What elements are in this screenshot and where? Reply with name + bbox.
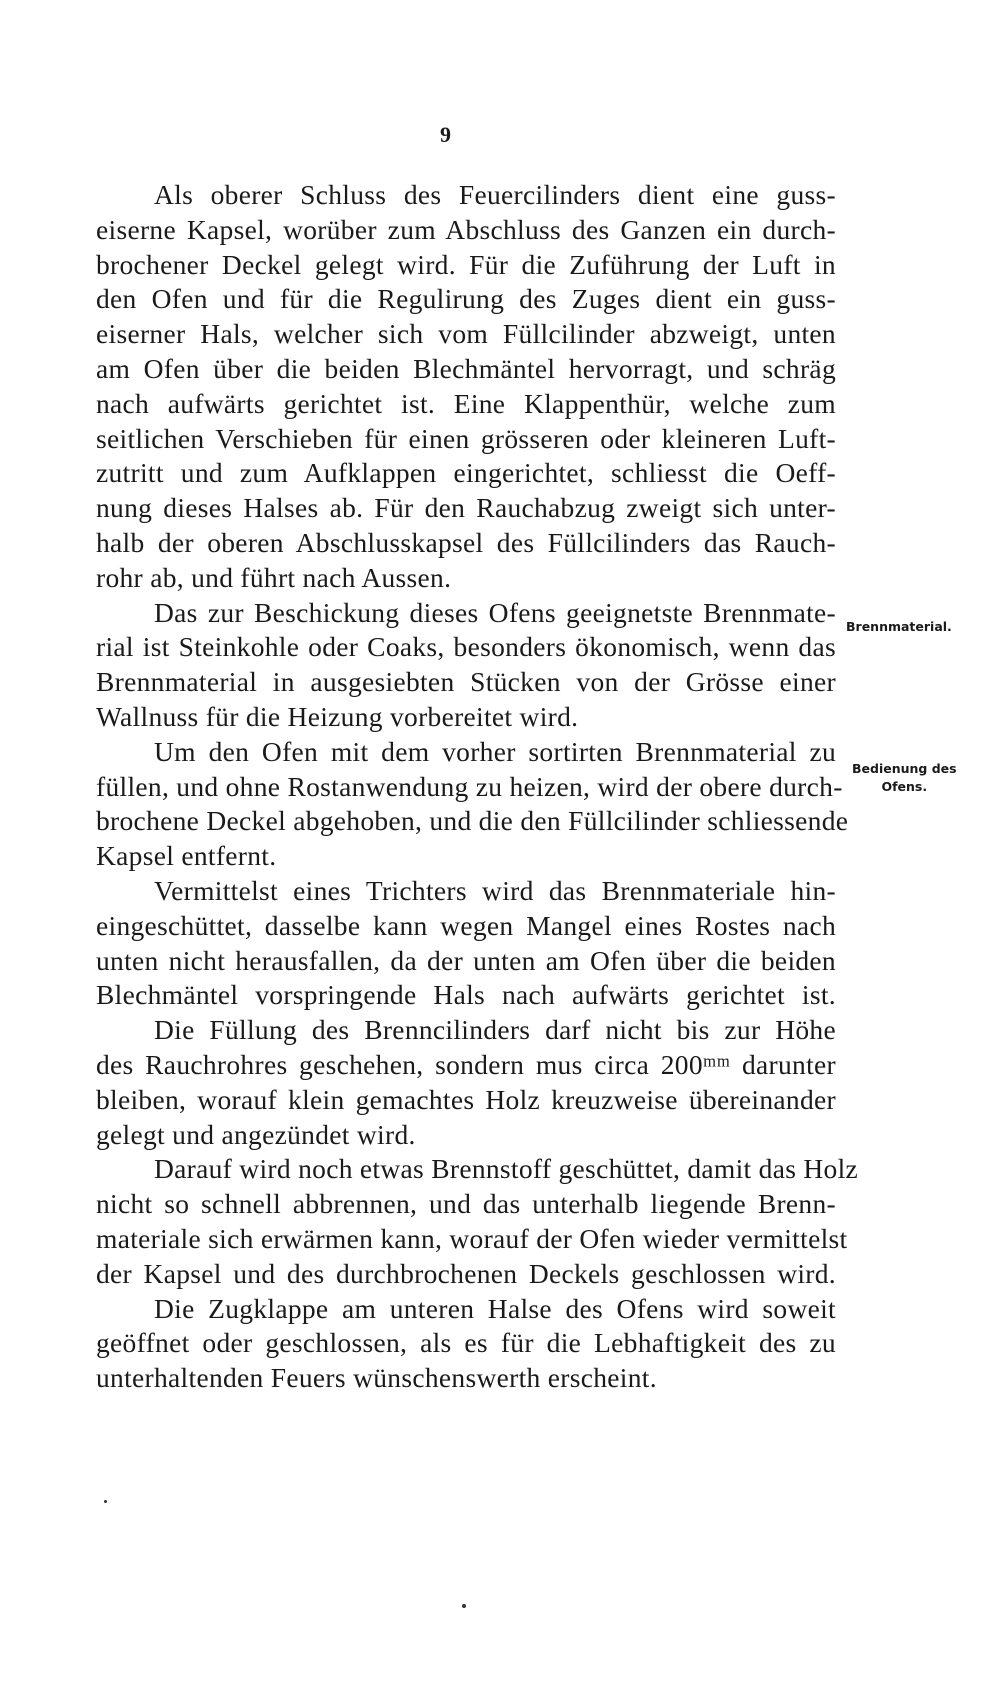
- text-line: nung dieses Halses ab. Für den Rauchabzug zweigt sich unter-: [96, 492, 836, 524]
- text-line: eiserne Kapsel, worüber zum Abschluss des Ganzen ein durch-: [96, 213, 836, 245]
- text-line: unten nicht herausfallen, da der unten am Ofen über die beiden: [96, 944, 836, 976]
- text-line: Das zur Beschickung dieses Ofens geeignetste Brennmate-: [154, 596, 836, 628]
- text-line: Kapsel entfernt.: [96, 840, 277, 872]
- text-line: den Ofen und für die Regulirung des Zuges dient ein guss-: [96, 283, 836, 315]
- text-line: Die Füllung des Brenncilinders darf nicht bis zur Höhe: [154, 1014, 836, 1046]
- text-line: halb der oberen Abschlusskapsel des Füllcilinders das Rauch-: [96, 526, 836, 558]
- text-line: unterhaltenden Feuers wünschenswerth erscheint.: [96, 1362, 657, 1394]
- text-line: Die Zugklappe am unteren Halse des Ofens wird soweit: [154, 1292, 836, 1324]
- text-line: rohr ab, und führt nach Aussen.: [96, 561, 452, 593]
- margin-note-bedienung: [852, 760, 957, 796]
- text-line: füllen, und ohne Rostanwendung zu heizen, wird der obere durch-: [96, 770, 843, 802]
- body-text: [96, 178, 859, 1396]
- text-line: eiserner Hals, welcher sich vom Füllcilinder abzweigt, unten: [96, 318, 836, 350]
- print-speck: [462, 1604, 466, 1608]
- text-line: gelegt und angezündet wird.: [96, 1118, 416, 1150]
- text-line: zutritt und zum Aufklappen eingerichtet, schliesst die Oeff-: [96, 457, 836, 489]
- print-speck: [104, 1500, 107, 1503]
- page-number: 9: [440, 122, 451, 147]
- text-line: nach aufwärts gerichtet ist. Eine Klappenthür, welche zum: [96, 387, 836, 419]
- margin-note-brennmaterial: Brennmaterial.: [846, 619, 952, 634]
- text-line: geöffnet oder geschlossen, als es für die Lebhaftigkeit des zu: [96, 1327, 836, 1359]
- text-line: seitlichen Verschieben für einen grösseren oder kleineren Luft-: [96, 422, 836, 454]
- text-line: Als oberer Schluss des Feuercilinders dient eine guss-: [154, 179, 836, 210]
- text-line: Um den Ofen mit dem vorher sortirten Brennmaterial zu: [154, 735, 836, 767]
- text-line: des Rauchrohres geschehen, sondern mus circa 200ᵐᵐ darunter: [96, 1048, 836, 1080]
- text-line: bleiben, worauf klein gemachtes Holz kreuzweise übereinander: [96, 1083, 836, 1115]
- text-line: Vermittelst eines Trichters wird das Brennmateriale hin-: [154, 874, 836, 906]
- text-line: brochener Deckel gelegt wird. Für die Zuführung der Luft in: [96, 248, 836, 280]
- text-line: Brennmaterial in ausgesiebten Stücken von der Grösse einer: [96, 666, 836, 698]
- text-line: brochene Deckel abgehoben, und die den Füllcilinder schliessende: [96, 805, 849, 837]
- text-line: der Kapsel und des durchbrochenen Deckels geschlossen wird.: [96, 1257, 836, 1289]
- text-line: rial ist Steinkohle oder Coaks, besonders ökonomisch, wenn das: [96, 631, 836, 663]
- text-line: nicht so schnell abbrennen, und das unterhalb liegende Brenn-: [96, 1188, 836, 1220]
- margin-note-line: Ofens.: [881, 779, 928, 794]
- text-line: eingeschüttet, dasselbe kann wegen Mangel eines Rostes nach: [96, 909, 836, 941]
- text-line: am Ofen über die beiden Blechmäntel hervorragt, und schräg: [96, 352, 836, 384]
- margin-note-line: Bedienung des: [852, 761, 957, 776]
- text-line: Blechmäntel vorspringende Hals nach aufwärts gerichtet ist.: [96, 979, 836, 1011]
- text-line: Wallnuss für die Heizung vorbereitet wird.: [96, 700, 579, 732]
- text-line: Darauf wird noch etwas Brennstoff geschüttet, damit das Holz: [154, 1153, 859, 1185]
- text-line: materiale sich erwärmen kann, worauf der Ofen wieder vermittelst: [96, 1222, 848, 1254]
